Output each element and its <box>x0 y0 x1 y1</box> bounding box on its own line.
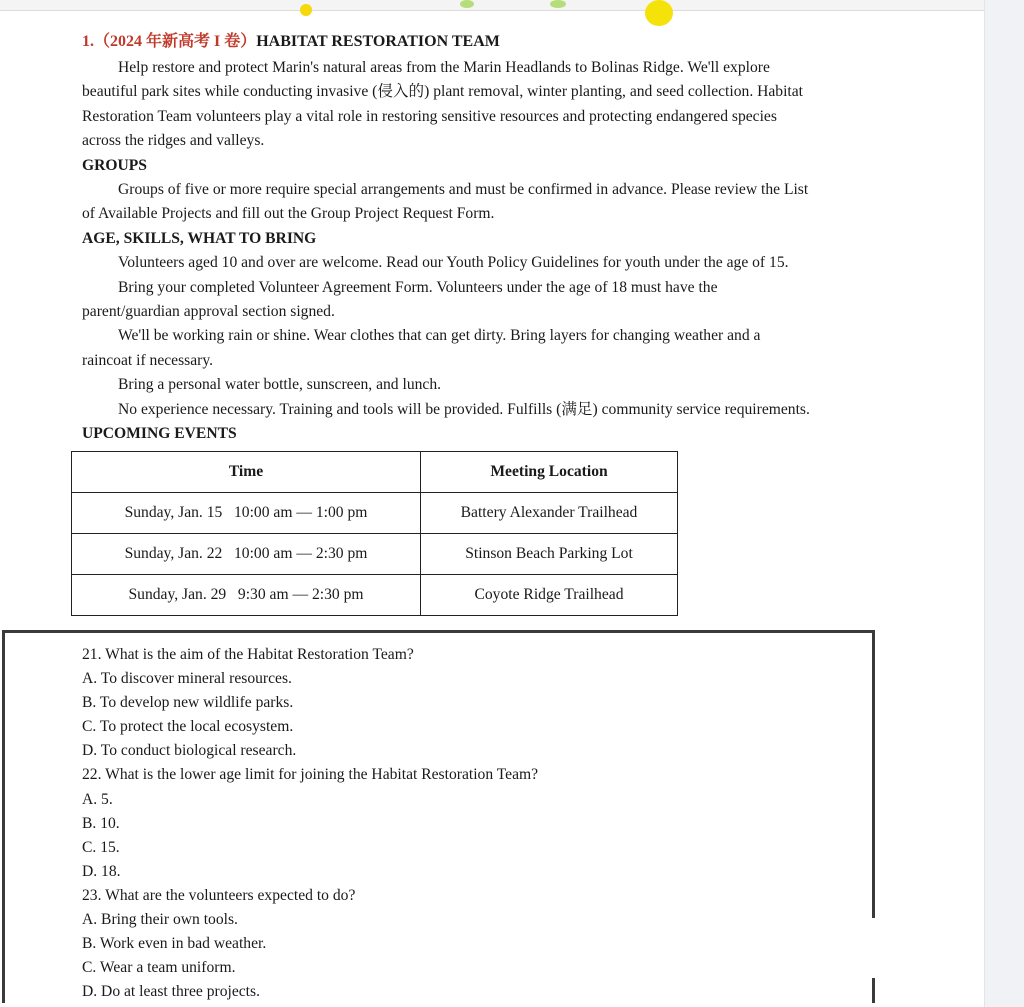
answer-option: A. Bring their own tools. <box>82 911 238 929</box>
age-paragraph: No experience necessary. Training and tools will be provided. Fulfills (满足) community service requirements. <box>118 400 810 418</box>
answer-option: D. 18. <box>82 862 121 880</box>
event-location: Coyote Ridge Trailhead <box>421 575 678 616</box>
age-paragraph: Bring your completed Volunteer Agreement Form. Volunteers under the age of 18 must have the <box>118 278 718 296</box>
article-title: HABITAT RESTORATION TEAM <box>256 33 500 50</box>
document-body <box>82 30 897 447</box>
table-row <box>72 534 678 575</box>
answer-option: B. To develop new wildlife parks. <box>82 694 294 712</box>
event-time: Sunday, Jan. 29 9:30 am — 2:30 pm <box>72 575 421 616</box>
section-heading-age: AGE, SKILLS, WHAT TO BRING <box>82 229 317 247</box>
age-paragraph-cont: parent/guardian approval section signed. <box>82 303 335 321</box>
event-time: Sunday, Jan. 15 10:00 am — 1:00 pm <box>72 493 421 534</box>
event-location: Battery Alexander Trailhead <box>421 493 678 534</box>
age-paragraph: Volunteers aged 10 and over are welcome. Read our Youth Policy Guidelines for youth under the age of 15. <box>118 254 789 272</box>
answer-option: C. To protect the local ecosystem. <box>82 718 294 736</box>
decorative-banner <box>300 0 680 28</box>
question-stem: 23. What are the volunteers expected to do? <box>82 886 356 904</box>
column-header-location: Meeting Location <box>421 452 678 493</box>
table-row <box>72 493 678 534</box>
frame-gap <box>868 918 876 978</box>
decorative-dot <box>300 4 312 16</box>
intro-line: Help restore and protect Marin's natural areas from the Marin Headlands to Bolinas Ridge. We'll explore <box>118 59 770 76</box>
answer-option: C. 15. <box>82 838 120 856</box>
events-table <box>71 451 678 616</box>
groups-line: Groups of five or more require special arrangements and must be confirmed in advance. Please review the List <box>118 181 809 199</box>
decorative-dot <box>550 0 566 8</box>
answer-option: D. Do at least three projects. <box>82 983 260 1001</box>
event-location: Stinson Beach Parking Lot <box>421 534 678 575</box>
section-heading-groups: GROUPS <box>82 156 147 174</box>
question-number: 1. <box>82 33 94 50</box>
event-time: Sunday, Jan. 22 10:00 am — 2:30 pm <box>72 534 421 575</box>
answer-option: B. 10. <box>82 814 120 832</box>
answer-option: A. 5. <box>82 790 113 808</box>
intro-line: across the ridges and valleys. <box>82 132 265 150</box>
decorative-dot <box>460 0 474 8</box>
age-paragraph-cont: raincoat if necessary. <box>82 351 214 369</box>
scrollbar-track[interactable] <box>984 0 1024 1007</box>
section-heading-events: UPCOMING EVENTS <box>82 425 237 443</box>
intro-line: Restoration Team volunteers play a vital role in restoring sensitive resources and protecting endangered species <box>82 107 777 125</box>
intro-line: beautiful park sites while conducting invasive (侵入的) plant removal, winter planting, and seed collection. Habitat <box>82 83 804 101</box>
questions-section <box>82 643 862 1004</box>
column-header-time: Time <box>72 452 421 493</box>
age-paragraph: We'll be working rain or shine. Wear clothes that can get dirty. Bring layers for changing weather and a <box>118 327 761 345</box>
question-stem: 22. What is the lower age limit for joining the Habitat Restoration Team? <box>82 766 539 784</box>
answer-option: A. To discover mineral resources. <box>82 670 292 688</box>
answer-option: C. Wear a team uniform. <box>82 959 236 977</box>
answer-option: D. To conduct biological research. <box>82 742 297 760</box>
decorative-dot <box>645 0 673 26</box>
answer-option: B. Work even in bad weather. <box>82 935 267 953</box>
groups-line: of Available Projects and fill out the Group Project Request Form. <box>82 205 495 223</box>
question-stem: 21. What is the aim of the Habitat Restoration Team? <box>82 646 414 663</box>
exam-source: （2024 年新高考 I 卷） <box>94 33 257 50</box>
table-row <box>72 575 678 616</box>
table-header-row <box>72 452 678 493</box>
page-title <box>82 30 897 56</box>
age-paragraph: Bring a personal water bottle, sunscreen, and lunch. <box>118 376 442 394</box>
